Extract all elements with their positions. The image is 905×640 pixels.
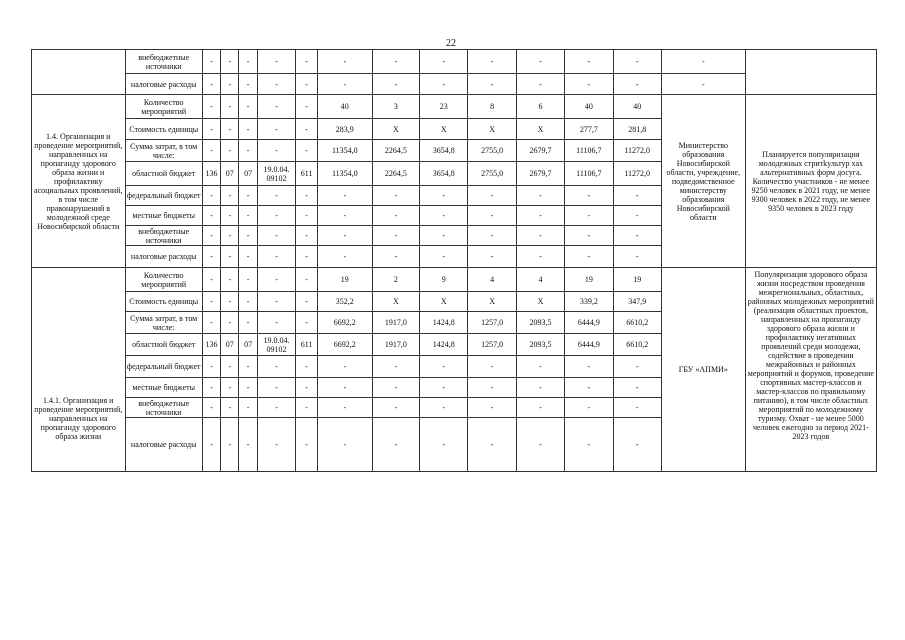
value-cell: 6610,2	[613, 312, 661, 334]
value-cell: 07	[239, 334, 257, 356]
value-cell: -	[613, 246, 661, 268]
value-cell: -	[296, 119, 318, 140]
value-cell: X	[372, 119, 419, 140]
result-note-cell: Планируется популяризация молодежных стритkультур хах альтернативных форм досуга. Количество участников - не менее 9250 человек в 2021 году, не менее 9300 человек в 2022 году, не менее 9350 человек в 2023 году	[745, 95, 876, 268]
value-cell: -	[468, 226, 516, 246]
value-cell: -	[613, 356, 661, 378]
row-label: налоговые расходы	[125, 74, 202, 95]
value-cell: -	[565, 246, 613, 268]
value-cell: -	[317, 206, 372, 226]
value-cell: -	[221, 226, 239, 246]
value-cell: -	[468, 206, 516, 226]
value-cell: -	[239, 292, 257, 312]
value-cell: -	[613, 398, 661, 418]
value-cell: -	[296, 140, 318, 162]
value-cell: -	[565, 226, 613, 246]
value-cell: -	[239, 246, 257, 268]
value-cell: -	[468, 186, 516, 206]
value-cell: -	[468, 378, 516, 398]
value-cell: 19	[613, 268, 661, 292]
value-cell: 11354,0	[317, 140, 372, 162]
value-cell: -	[565, 50, 613, 74]
value-cell: -	[202, 119, 220, 140]
value-cell: -	[257, 268, 296, 292]
value-cell: 283,9	[317, 119, 372, 140]
value-cell: 1257,0	[468, 312, 516, 334]
row-label: Количество мероприятий	[125, 95, 202, 119]
value-cell: -	[516, 246, 564, 268]
value-cell: -	[257, 292, 296, 312]
value-cell: 40	[565, 95, 613, 119]
item-cell-empty	[32, 50, 126, 95]
value-cell: -	[372, 246, 419, 268]
value-cell: -	[516, 418, 564, 472]
value-cell: -	[420, 356, 468, 378]
value-cell: 11106,7	[565, 162, 613, 186]
value-cell: -	[202, 206, 220, 226]
value-cell: 11272,0	[613, 140, 661, 162]
value-cell: -	[221, 95, 239, 119]
value-cell: -	[317, 418, 372, 472]
row-label: Сумма затрат, в том числе:	[125, 312, 202, 334]
row-label: внебюджетные источники	[125, 50, 202, 74]
row-label: внебюджетные источники	[125, 226, 202, 246]
value-cell: -	[257, 246, 296, 268]
value-cell: X	[468, 119, 516, 140]
row-label: внебюджетные источники	[125, 398, 202, 418]
value-cell: -	[372, 356, 419, 378]
value-cell: -	[372, 226, 419, 246]
value-cell: -	[202, 398, 220, 418]
value-cell: -	[420, 418, 468, 472]
value-cell: -	[202, 292, 220, 312]
value-cell: -	[468, 356, 516, 378]
value-cell: -	[372, 398, 419, 418]
value-cell: -	[613, 226, 661, 246]
row-label: налоговые расходы	[125, 418, 202, 472]
value-cell: -	[221, 378, 239, 398]
value-cell: -	[516, 378, 564, 398]
value-cell: -	[420, 398, 468, 418]
value-cell: -	[468, 50, 516, 74]
value-cell: -	[296, 95, 318, 119]
value-cell: 19.0.04. 09102	[257, 162, 296, 186]
value-cell: -	[317, 378, 372, 398]
item-name-cell: 1.4.1. Организация и проведение мероприятий, направленных на пропаганду здорового образа жизни	[32, 268, 126, 472]
row-label: Стоимость единицы	[125, 292, 202, 312]
value-cell: -	[202, 186, 220, 206]
value-cell: -	[565, 206, 613, 226]
value-cell: -	[202, 74, 220, 95]
value-cell: 19	[565, 268, 613, 292]
value-cell: -	[565, 398, 613, 418]
value-cell: -	[202, 312, 220, 334]
value-cell: -	[516, 226, 564, 246]
value-cell: -	[257, 418, 296, 472]
value-cell: -	[317, 356, 372, 378]
value-cell: -	[317, 398, 372, 418]
value-cell: -	[239, 186, 257, 206]
value-cell: 9	[420, 268, 468, 292]
row-label: областной бюджет	[125, 162, 202, 186]
value-cell: 11106,7	[565, 140, 613, 162]
value-cell: -	[516, 50, 564, 74]
value-cell: 2755,0	[468, 140, 516, 162]
value-cell: -	[296, 50, 318, 74]
note-cell-empty	[745, 50, 876, 95]
responsible-cell: ГБУ «АПМИ»	[661, 268, 745, 472]
value-cell: -	[221, 398, 239, 418]
value-cell: -	[221, 74, 239, 95]
value-cell: -	[372, 186, 419, 206]
value-cell: 19.0.04. 09102	[257, 334, 296, 356]
value-cell: -	[661, 50, 745, 74]
row-label: Сумма затрат, в том числе:	[125, 140, 202, 162]
value-cell: -	[239, 226, 257, 246]
value-cell: -	[661, 74, 745, 95]
value-cell: -	[239, 418, 257, 472]
value-cell: 2679,7	[516, 162, 564, 186]
value-cell: 6444,9	[565, 334, 613, 356]
value-cell: -	[257, 186, 296, 206]
value-cell: 6692,2	[317, 334, 372, 356]
value-cell: -	[221, 418, 239, 472]
row-label: федеральный бюджет	[125, 186, 202, 206]
value-cell: -	[239, 378, 257, 398]
value-cell: -	[613, 418, 661, 472]
value-cell: 23	[420, 95, 468, 119]
value-cell: -	[565, 418, 613, 472]
value-cell: -	[372, 378, 419, 398]
value-cell: 6692,2	[317, 312, 372, 334]
value-cell: -	[420, 206, 468, 226]
value-cell: 8	[468, 95, 516, 119]
value-cell: 1917,0	[372, 334, 419, 356]
row-label: областной бюджет	[125, 334, 202, 356]
value-cell: 4	[516, 268, 564, 292]
value-cell: -	[565, 74, 613, 95]
value-cell: 2	[372, 268, 419, 292]
value-cell: -	[296, 312, 318, 334]
value-cell: -	[613, 206, 661, 226]
value-cell: -	[317, 74, 372, 95]
value-cell: -	[257, 312, 296, 334]
value-cell: -	[239, 268, 257, 292]
value-cell: -	[372, 418, 419, 472]
value-cell: -	[221, 312, 239, 334]
value-cell: -	[257, 378, 296, 398]
value-cell: -	[202, 226, 220, 246]
value-cell: 277,7	[565, 119, 613, 140]
value-cell: 6	[516, 95, 564, 119]
value-cell: -	[202, 50, 220, 74]
value-cell: 136	[202, 334, 220, 356]
value-cell: -	[296, 418, 318, 472]
value-cell: -	[257, 206, 296, 226]
value-cell: -	[202, 95, 220, 119]
value-cell: 6444,9	[565, 312, 613, 334]
value-cell: -	[257, 356, 296, 378]
value-cell: -	[420, 74, 468, 95]
value-cell: -	[221, 206, 239, 226]
table-row	[32, 268, 877, 292]
responsible-cell: Министерство образования Новосибирской области, учреждение, подведомственное министерству образования Новосибирской области	[661, 95, 745, 268]
value-cell: -	[516, 186, 564, 206]
value-cell: -	[516, 356, 564, 378]
value-cell: -	[516, 206, 564, 226]
value-cell: 07	[221, 334, 239, 356]
value-cell: 1424,8	[420, 334, 468, 356]
value-cell: 2093,5	[516, 334, 564, 356]
value-cell: -	[317, 186, 372, 206]
value-cell: -	[239, 119, 257, 140]
row-label: местные бюджеты	[125, 378, 202, 398]
value-cell: 11354,0	[317, 162, 372, 186]
value-cell: -	[202, 268, 220, 292]
value-cell: 1257,0	[468, 334, 516, 356]
value-cell: -	[565, 356, 613, 378]
value-cell: -	[372, 50, 419, 74]
value-cell: -	[296, 74, 318, 95]
value-cell: 611	[296, 162, 318, 186]
value-cell: -	[296, 378, 318, 398]
value-cell: -	[420, 186, 468, 206]
value-cell: -	[420, 50, 468, 74]
value-cell: -	[613, 186, 661, 206]
value-cell: -	[296, 292, 318, 312]
value-cell: 611	[296, 334, 318, 356]
row-label: Стоимость единицы	[125, 119, 202, 140]
value-cell: -	[257, 95, 296, 119]
value-cell: X	[516, 119, 564, 140]
row-label: налоговые расходы	[125, 246, 202, 268]
value-cell: -	[221, 268, 239, 292]
value-cell: -	[420, 246, 468, 268]
value-cell: -	[221, 140, 239, 162]
value-cell: 352,2	[317, 292, 372, 312]
value-cell: -	[516, 74, 564, 95]
value-cell: -	[420, 226, 468, 246]
value-cell: -	[257, 140, 296, 162]
value-cell: -	[296, 268, 318, 292]
value-cell: 2264,5	[372, 162, 419, 186]
value-cell: -	[516, 398, 564, 418]
value-cell: -	[296, 186, 318, 206]
value-cell: -	[317, 246, 372, 268]
value-cell: 347,9	[613, 292, 661, 312]
value-cell: X	[372, 292, 419, 312]
value-cell: 07	[221, 162, 239, 186]
value-cell: 07	[239, 162, 257, 186]
value-cell: -	[613, 50, 661, 74]
value-cell: 136	[202, 162, 220, 186]
value-cell: 1424,8	[420, 312, 468, 334]
value-cell: -	[257, 50, 296, 74]
value-cell: X	[468, 292, 516, 312]
value-cell: -	[221, 50, 239, 74]
value-cell: -	[468, 246, 516, 268]
value-cell: -	[221, 119, 239, 140]
value-cell: 3	[372, 95, 419, 119]
value-cell: 6610,2	[613, 334, 661, 356]
value-cell: -	[239, 50, 257, 74]
value-cell: 11272,0	[613, 162, 661, 186]
value-cell: 2755,0	[468, 162, 516, 186]
value-cell: -	[202, 246, 220, 268]
value-cell: -	[468, 418, 516, 472]
value-cell: -	[420, 378, 468, 398]
table-row	[32, 95, 877, 119]
value-cell: X	[420, 292, 468, 312]
value-cell: 2679,7	[516, 140, 564, 162]
value-cell: -	[317, 50, 372, 74]
value-cell: -	[565, 186, 613, 206]
value-cell: -	[296, 246, 318, 268]
value-cell: -	[239, 206, 257, 226]
value-cell: 281,8	[613, 119, 661, 140]
row-label: местные бюджеты	[125, 206, 202, 226]
value-cell: -	[296, 398, 318, 418]
value-cell: -	[202, 418, 220, 472]
value-cell: -	[202, 356, 220, 378]
value-cell: -	[257, 226, 296, 246]
value-cell: -	[239, 356, 257, 378]
value-cell: 40	[317, 95, 372, 119]
row-label: Количество мероприятий	[125, 268, 202, 292]
value-cell: X	[516, 292, 564, 312]
value-cell: -	[468, 74, 516, 95]
value-cell: 40	[613, 95, 661, 119]
value-cell: 339,2	[565, 292, 613, 312]
value-cell: -	[317, 226, 372, 246]
value-cell: -	[296, 206, 318, 226]
value-cell: -	[296, 356, 318, 378]
value-cell: -	[239, 398, 257, 418]
value-cell: 3654,8	[420, 140, 468, 162]
value-cell: -	[239, 74, 257, 95]
value-cell: -	[239, 312, 257, 334]
value-cell: 2264,5	[372, 140, 419, 162]
row-label: федеральный бюджет	[125, 356, 202, 378]
table-row	[32, 50, 877, 74]
value-cell: -	[239, 140, 257, 162]
value-cell: -	[565, 378, 613, 398]
value-cell: 3654,8	[420, 162, 468, 186]
value-cell: -	[372, 74, 419, 95]
value-cell: 2093,5	[516, 312, 564, 334]
value-cell: -	[257, 119, 296, 140]
result-note-cell: Популяризация здорового образа жизни посредством проведения межрегиональных, областных, районных молодежных мероприятий (реализация областных проектов, направленных на пропаганду здорового образа жизни и профилактику негативных проявлений среди молодежи, содействие в проведении межрайонных и районных мероприятий и форумов, проведение спортивных мастер-классов и мастер-классов по правильному питанию), в том числе областных мероприятий по молодежному туризму. Охват - не менее 5000 человек ежегодно за период 2021-2023 годов	[745, 268, 876, 472]
value-cell: -	[296, 226, 318, 246]
value-cell: -	[257, 398, 296, 418]
value-cell: -	[221, 186, 239, 206]
value-cell: -	[468, 398, 516, 418]
value-cell: 1917,0	[372, 312, 419, 334]
program-table	[31, 49, 877, 472]
page-number: 22	[446, 38, 456, 49]
table-body	[32, 50, 877, 472]
value-cell: 19	[317, 268, 372, 292]
value-cell: -	[239, 95, 257, 119]
item-name-cell: 1.4. Организация и проведение мероприятий, направленных на пропаганду здорового образа жизни и профилактику асоциальных проявлений, в том числе правонарушений в молодежной среде Новосибирской области	[32, 95, 126, 268]
value-cell: -	[202, 140, 220, 162]
value-cell: -	[257, 74, 296, 95]
value-cell: 4	[468, 268, 516, 292]
value-cell: -	[613, 378, 661, 398]
value-cell: -	[221, 246, 239, 268]
value-cell: -	[202, 378, 220, 398]
value-cell: -	[221, 356, 239, 378]
value-cell: -	[613, 74, 661, 95]
value-cell: X	[420, 119, 468, 140]
value-cell: -	[372, 206, 419, 226]
value-cell: -	[221, 292, 239, 312]
